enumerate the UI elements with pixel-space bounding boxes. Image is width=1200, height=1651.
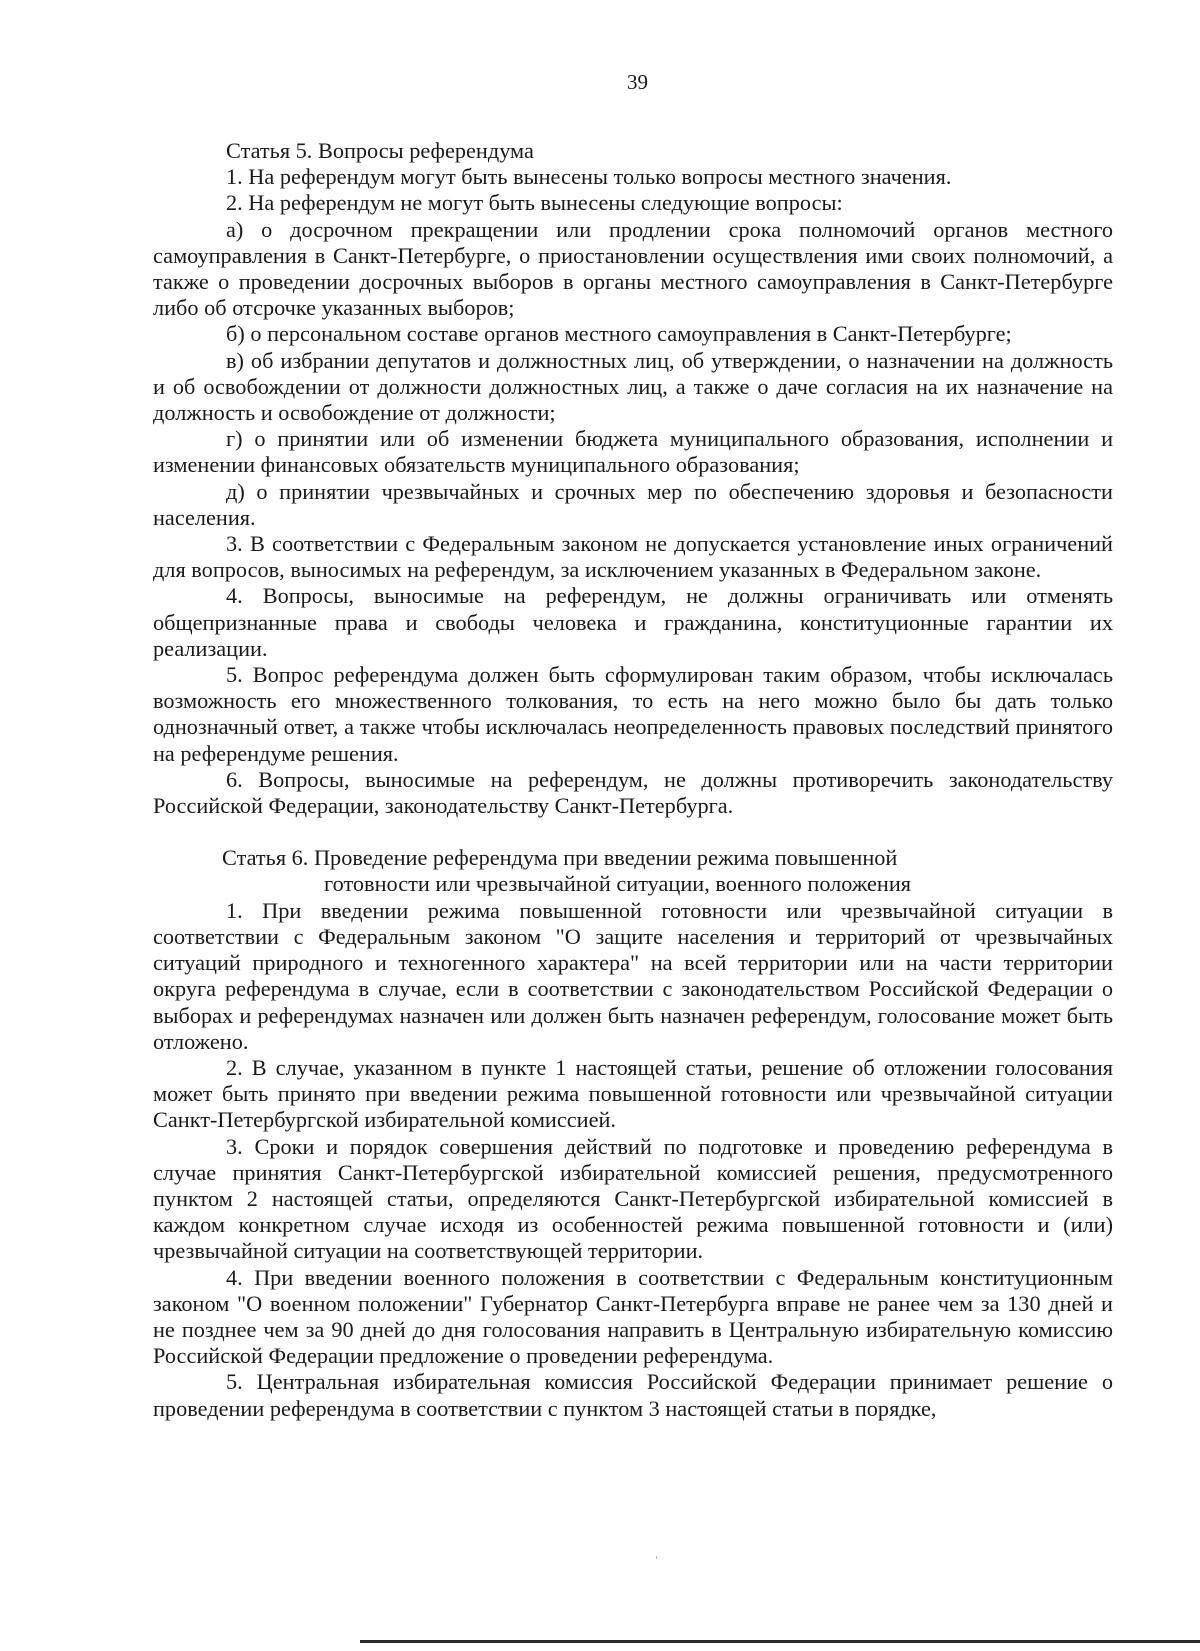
scan-artifact-speck [656,1556,657,1559]
article-6-paragraph-1: 1. При введении режима повышенной готовности или чрезвычайной ситуации в соответствии с Федеральным законом "О защите населения и территорий от чрезвычайных ситуаций природного и техногенного характера" на всей территории или на части территории округа референдума в случае, если в соответствии с законодательством Российской Федерации о выборах и референдумах назначен или должен быть назначен референдум, голосование может быть отложено. [153,897,1113,1054]
article-5-paragraph-3: 3. В соответствии с Федеральным законом не допускается установление иных ограничений для вопросов, выносимых на референдум, за исключением указанных в Федеральном законе. [153,531,1113,583]
article-5-paragraph-2-g: г) о принятии или об изменении бюджета муниципального образования, исполнении и изменении финансовых обязательств муниципального образования; [153,426,1113,478]
article-5-paragraph-5: 5. Вопрос референдума должен быть сформулирован таким образом, чтобы исключалась возможность его множественного толкования, то есть на него можно было бы дать только однозначный ответ, а также чтобы исключалась неопределенность правовых последствий принятого на референдуме решения. [153,662,1113,766]
article-6-paragraph-3: 3. Сроки и порядок совершения действий по подготовке и проведению референдума в случае принятия Санкт-Петербургской избирательной комиссией решения, предусмотренного пунктом 2 настоящей статьи, определяются Санкт-Петербургской избирательной комиссией в каждом конкретном случае исходя из особенностей режима повышенной готовности и (или) чрезвычайной ситуации на соответствующей территории. [153,1133,1113,1264]
article-5-title: Статья 5. Вопросы референдума [226,138,534,163]
article-6-paragraph-5: 5. Центральная избирательная комиссия Российской Федерации принимает решение о проведении референдума в соответствии с пунктом 3 настоящей статьи в порядке, [153,1369,1113,1421]
article-5-paragraph-1: 1. На референдум могут быть вынесены только вопросы местного значения. [226,164,952,190]
article-5-paragraph-2-a: а) о досрочном прекращении или продлении срока полномочий органов местного самоуправления в Санкт-Петербурге, о приостановлении осуществления ими своих полномочий, а также о проведении досрочных выборов в органы местного самоуправления в Санкт-Петербурге либо об отсрочке указанных выборов; [153,216,1113,321]
article-5-paragraph-2-b: б) о персональном составе органов местного самоуправления в Санкт-Петербурге; [226,321,1012,347]
scan-edge-line [360,1640,1200,1643]
article-6-paragraph-2: 2. В случае, указанном в пункте 1 настоящей статьи, решение об отложении голосования может быть принято при введении режима повышенной готовности или чрезвычайной ситуации Санкт-Петербургской избирательной комиссией. [153,1054,1113,1133]
article-5-paragraph-2-v: в) об избрании депутатов и должностных лиц, об утверждении, о назначении на должность и об освобождении от должности должностных лиц, а также о даче согласия на их назначение на должность и освобождение от должности; [153,347,1113,426]
article-6-title-line-1: Статья 6. Проведение референдума при введении режима повышенной [222,845,898,871]
article-5-paragraph-6: 6. Вопросы, выносимые на референдум, не должны противоречить законодательству Российской Федерации, законодательству Санкт-Петербурга. [153,766,1113,819]
article-5-paragraph-2-d: д) о принятии чрезвычайных и срочных мер по обеспечению здоровья и безопасности населения. [153,478,1113,530]
article-6-paragraph-4: 4. При введении военного положения в соответствии с Федеральным конституционным законом "О военном положении" Губернатор Санкт-Петербурга вправе не ранее чем за 130 дней и не позднее чем за 90 дней до дня голосования направить в Центральную избирательную комиссию Российской Федерации предложение о проведении референдума. [153,1264,1113,1369]
article-5-paragraph-4: 4. Вопросы, выносимые на референдум, не должны ограничивать или отменять общепризнанные права и свободы человека и гражданина, конституционные гарантии их реализации. [153,583,1113,661]
document-body [153,138,1113,1422]
article-5-paragraph-2: 2. На референдум не могут быть вынесены следующие вопросы: [226,190,843,216]
article-6-title-line-2: готовности или чрезвычайной ситуации, военного положения [324,871,912,897]
page-number: 39 [627,70,648,94]
